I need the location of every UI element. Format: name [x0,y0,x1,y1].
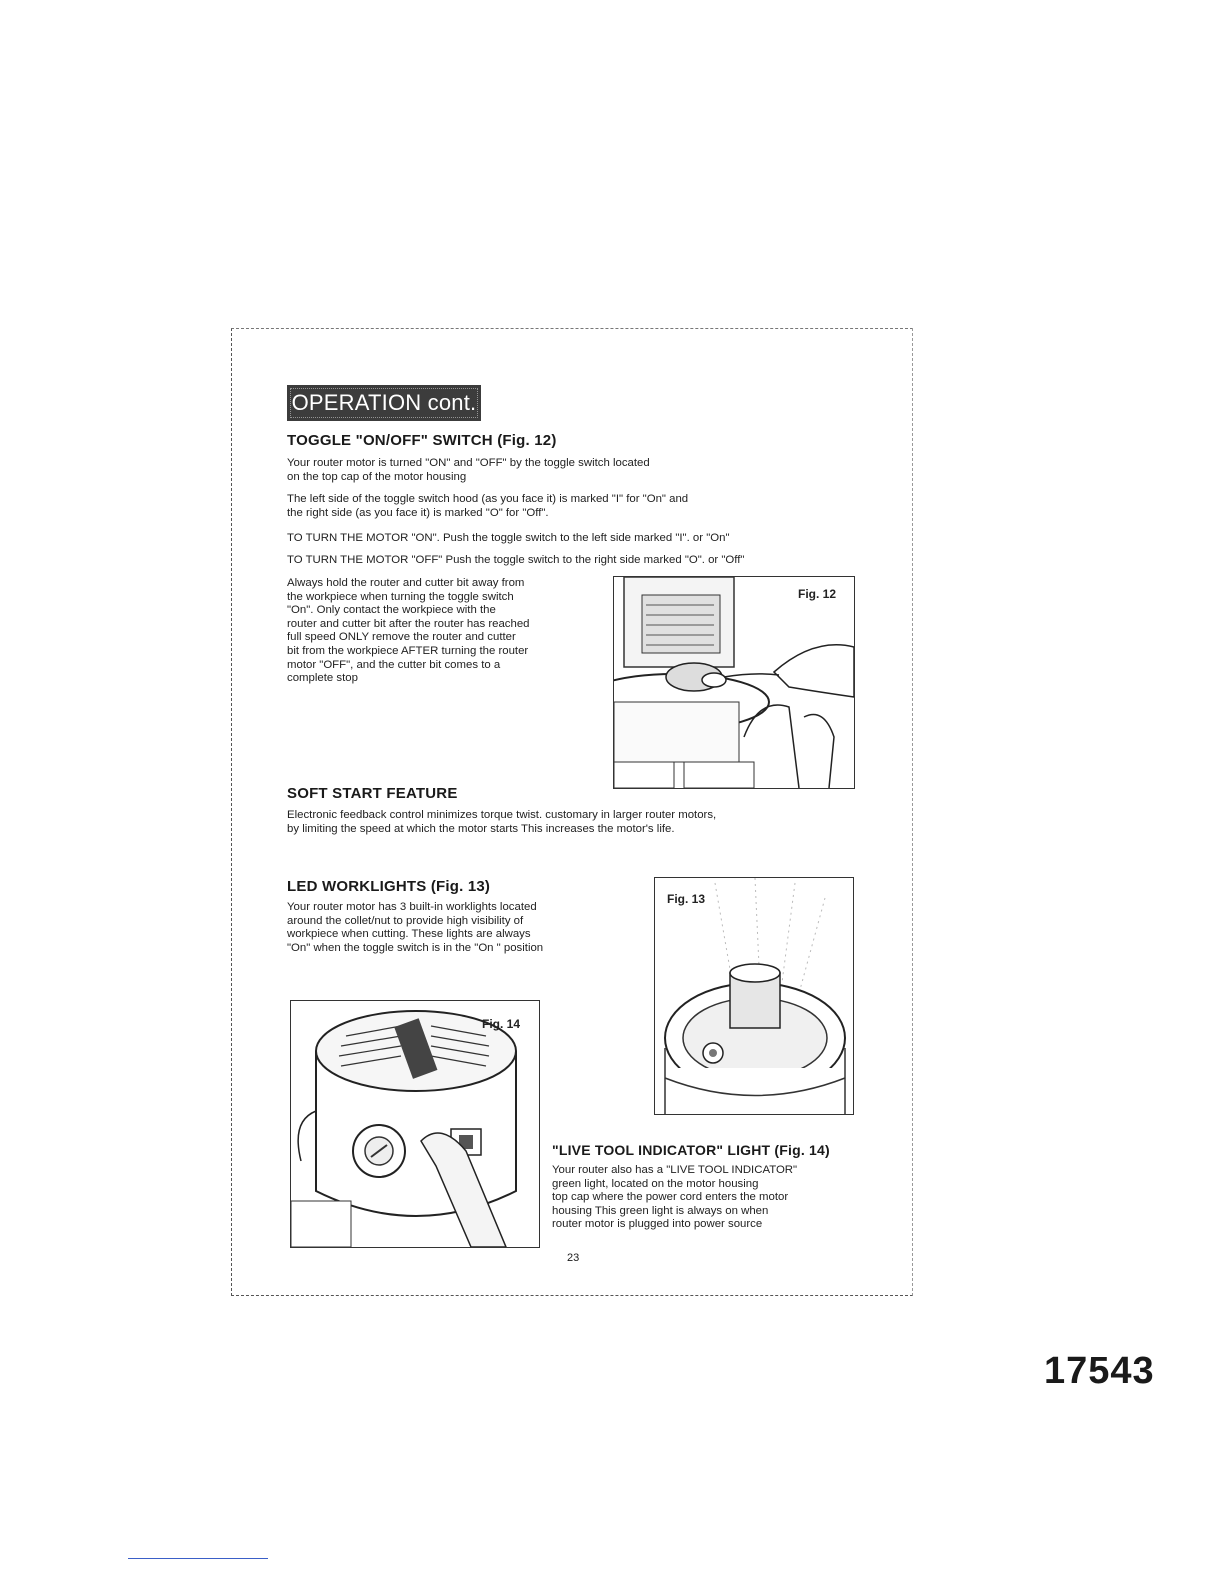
led-body [287,901,627,955]
warning-line: full speed ONLY remove the router and cutter [287,631,516,644]
section-header [287,385,481,421]
toggle-on-instruction: TO TURN THE MOTOR "ON". Push the toggle switch to the left side marked "I". or "On" [287,532,730,544]
live-tool-indicator-illustration [291,1001,539,1247]
warning-line: complete stop [287,672,358,685]
live-tool-line: Your router also has a "LIVE TOOL INDICATOR" [552,1164,798,1176]
soft-start-section [287,785,887,802]
figure-13-label: Fig. 13 [667,892,706,906]
led-line: around the collet/nut to provide high visibility of [287,914,524,927]
warning-line: Always hold the router and cutter bit away from [287,577,525,589]
figure-13 [654,877,854,1115]
figure-12-label: Fig. 12 [798,587,837,601]
live-tool-heading: "LIVE TOOL INDICATOR" LIGHT (Fig. 14) [552,1142,830,1158]
soft-start-line2: by limiting the speed at which the motor starts This increases the motor's life. [287,822,675,835]
led-line: "On" when the toggle switch is in the "On " position [287,941,544,954]
toggle-p1-line1: Your router motor is turned "ON" and "OFF" by the toggle switch located [287,457,650,469]
led-line: workpiece when cutting. These lights are always [287,928,531,941]
toggle-switch-illustration [614,577,854,788]
live-tool-line: top cap where the power cord enters the motor [552,1191,789,1204]
live-tool-section [552,1142,872,1158]
toggle-paragraph-2 [287,493,887,520]
live-tool-line: router motor is plugged into power source [552,1218,763,1231]
warning-line: motor "OFF", and the cutter bit comes to a [287,658,501,671]
toggle-paragraph-3 [287,532,907,546]
figure-14-label: Fig. 14 [482,1017,521,1031]
soft-start-line1: Electronic feedback control minimizes torque twist. customary in larger router motors, [287,809,717,821]
figure-12 [613,576,855,789]
toggle-p2-line2: the right side (as you face it) is marked "O" for "Off". [287,506,549,519]
soft-start-body [287,809,887,836]
toggle-heading: TOGGLE "ON/OFF" SWITCH (Fig. 12) [287,432,557,449]
figure-14 [290,1000,540,1248]
toggle-paragraph-1 [287,457,887,484]
live-tool-line: housing This green light is always on when [552,1204,769,1217]
page-number: 23 [567,1252,580,1264]
warning-line: router and cutter bit after the router has reached [287,617,530,630]
toggle-p2-line1: The left side of the toggle switch hood (as you face it) is marked "I" for "On" and [287,493,689,505]
toggle-paragraph-4 [287,554,907,568]
divider-line [128,1558,268,1559]
toggle-p1-line2: on the top cap of the motor housing [287,470,467,483]
warning-line: the workpiece when turning the toggle switch [287,590,514,603]
led-section [287,878,627,895]
warning-line: bit from the workpiece AFTER turning the router [287,644,529,657]
warning-line: "On". Only contact the workpiece with the [287,604,496,617]
toggle-section [287,432,887,449]
live-tool-body [552,1164,872,1232]
soft-start-heading: SOFT START FEATURE [287,785,458,802]
toggle-off-instruction: TO TURN THE MOTOR "OFF" Push the toggle switch to the right side marked "O". or "Off" [287,554,745,566]
led-line: Your router motor has 3 built-in worklights located [287,901,537,913]
worklights-illustration [655,878,853,1114]
toggle-warning [287,577,597,686]
section-header-text: OPERATION cont. [291,390,477,415]
live-tool-line: green light, located on the motor housing [552,1177,759,1190]
led-heading: LED WORKLIGHTS (Fig. 13) [287,878,491,895]
document-number: 17543 [1044,1350,1155,1392]
